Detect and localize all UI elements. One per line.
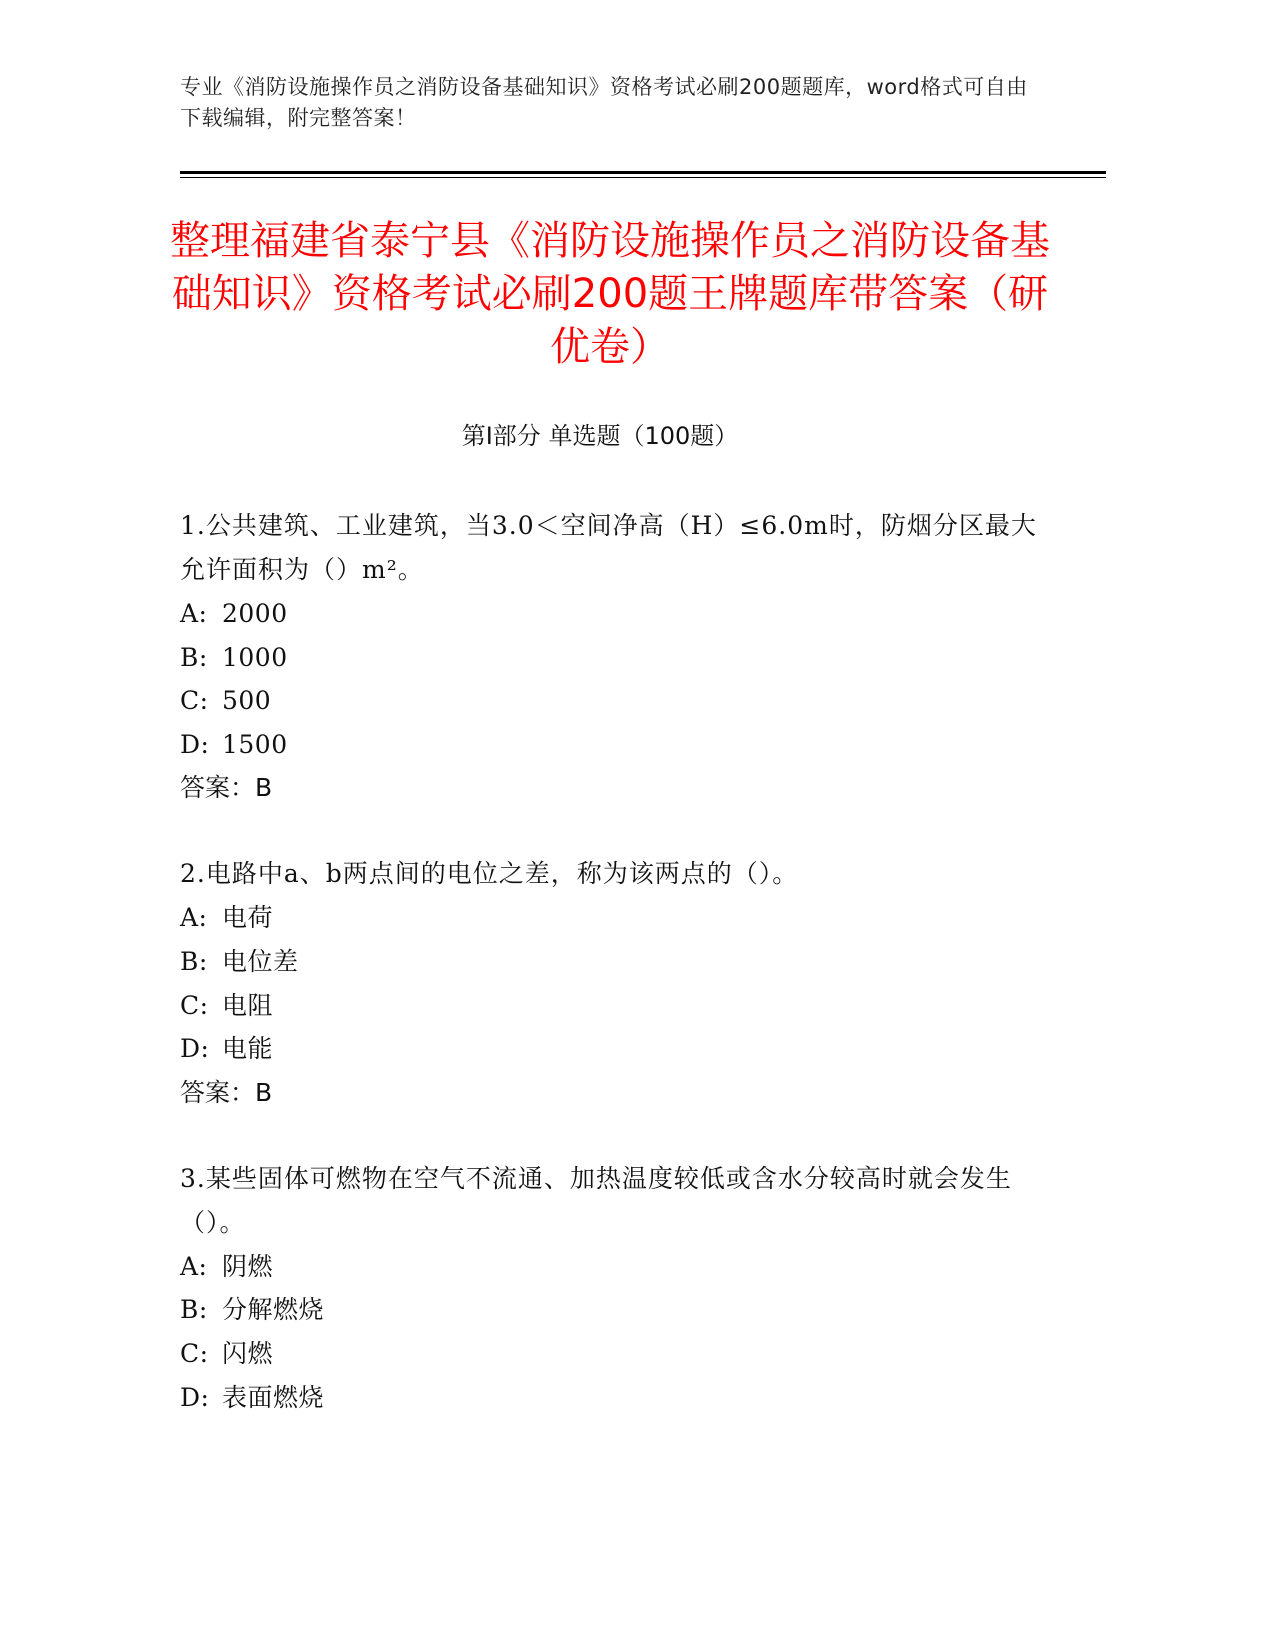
option-d <box>180 1027 1040 1071</box>
option-text: 500 <box>222 686 272 716</box>
header-divider-thick <box>180 171 1106 174</box>
option-text: 2000 <box>222 599 288 628</box>
option-key: C: <box>180 1338 209 1368</box>
option-text: 表面燃烧 <box>222 1382 325 1412</box>
option-c <box>180 679 1040 723</box>
option-text: 闪燃 <box>222 1338 274 1368</box>
option-d <box>180 723 1040 767</box>
option-d <box>180 1376 1040 1420</box>
option-c <box>180 984 1040 1028</box>
answer-line: 答案：B <box>180 773 273 803</box>
option-text: 电能 <box>222 1034 274 1064</box>
option-text: 阴燃 <box>222 1251 274 1281</box>
question-item <box>180 1157 1040 1419</box>
document-title: 整理福建省泰宁县《消防设施操作员之消防设备基础知识》资格考试必刷200题王牌题库带答案（研优卷） <box>170 218 1050 370</box>
option-text: 1500 <box>222 729 288 759</box>
option-key: A: <box>180 1251 208 1281</box>
option-text: 分解燃烧 <box>222 1295 325 1325</box>
option-key: D: <box>180 1034 210 1064</box>
option-key: A: <box>180 903 208 933</box>
option-key: C: <box>180 990 209 1020</box>
question-stem: 1.公共建筑、工业建筑，当3.0＜空间净高（H）≤6.0m时，防烟分区最大允许面积为（）m²。 <box>180 511 1037 584</box>
option-text: 电阻 <box>222 990 274 1020</box>
answer-line: 答案：B <box>180 1077 273 1107</box>
option-b <box>180 940 1040 984</box>
section-title: 第Ⅰ部分 单选题（100题） <box>461 422 739 450</box>
question-item <box>180 504 1040 810</box>
option-key: B: <box>180 946 208 976</box>
question-item <box>180 852 1040 1114</box>
header-divider-thin <box>180 177 1106 178</box>
option-a <box>180 1245 1040 1289</box>
option-text: 电位差 <box>222 946 299 976</box>
option-key: C: <box>180 686 209 716</box>
option-key: B: <box>180 1295 208 1325</box>
option-text: 1000 <box>222 642 288 672</box>
question-stem: 3.某些固体可燃物在空气不流通、加热温度较低或含水分较高时就会发生（）。 <box>180 1163 1012 1237</box>
option-a <box>180 896 1040 940</box>
option-key: B: <box>180 642 208 672</box>
option-text: 电荷 <box>222 903 274 933</box>
option-b <box>180 1288 1040 1332</box>
option-a <box>180 592 1040 636</box>
option-b <box>180 636 1040 680</box>
header-note: 专业《消防设施操作员之消防设备基础知识》资格考试必刷200题题库，word格式可自由下载编辑，附完整答案！ <box>180 75 1028 130</box>
question-stem: 2.电路中a、b两点间的电位之差，称为该两点的（）。 <box>180 859 799 889</box>
option-key: D: <box>180 1382 210 1412</box>
option-key: A: <box>180 599 208 628</box>
question-list <box>180 504 1040 1461</box>
option-c <box>180 1332 1040 1376</box>
option-key: D: <box>180 729 210 759</box>
